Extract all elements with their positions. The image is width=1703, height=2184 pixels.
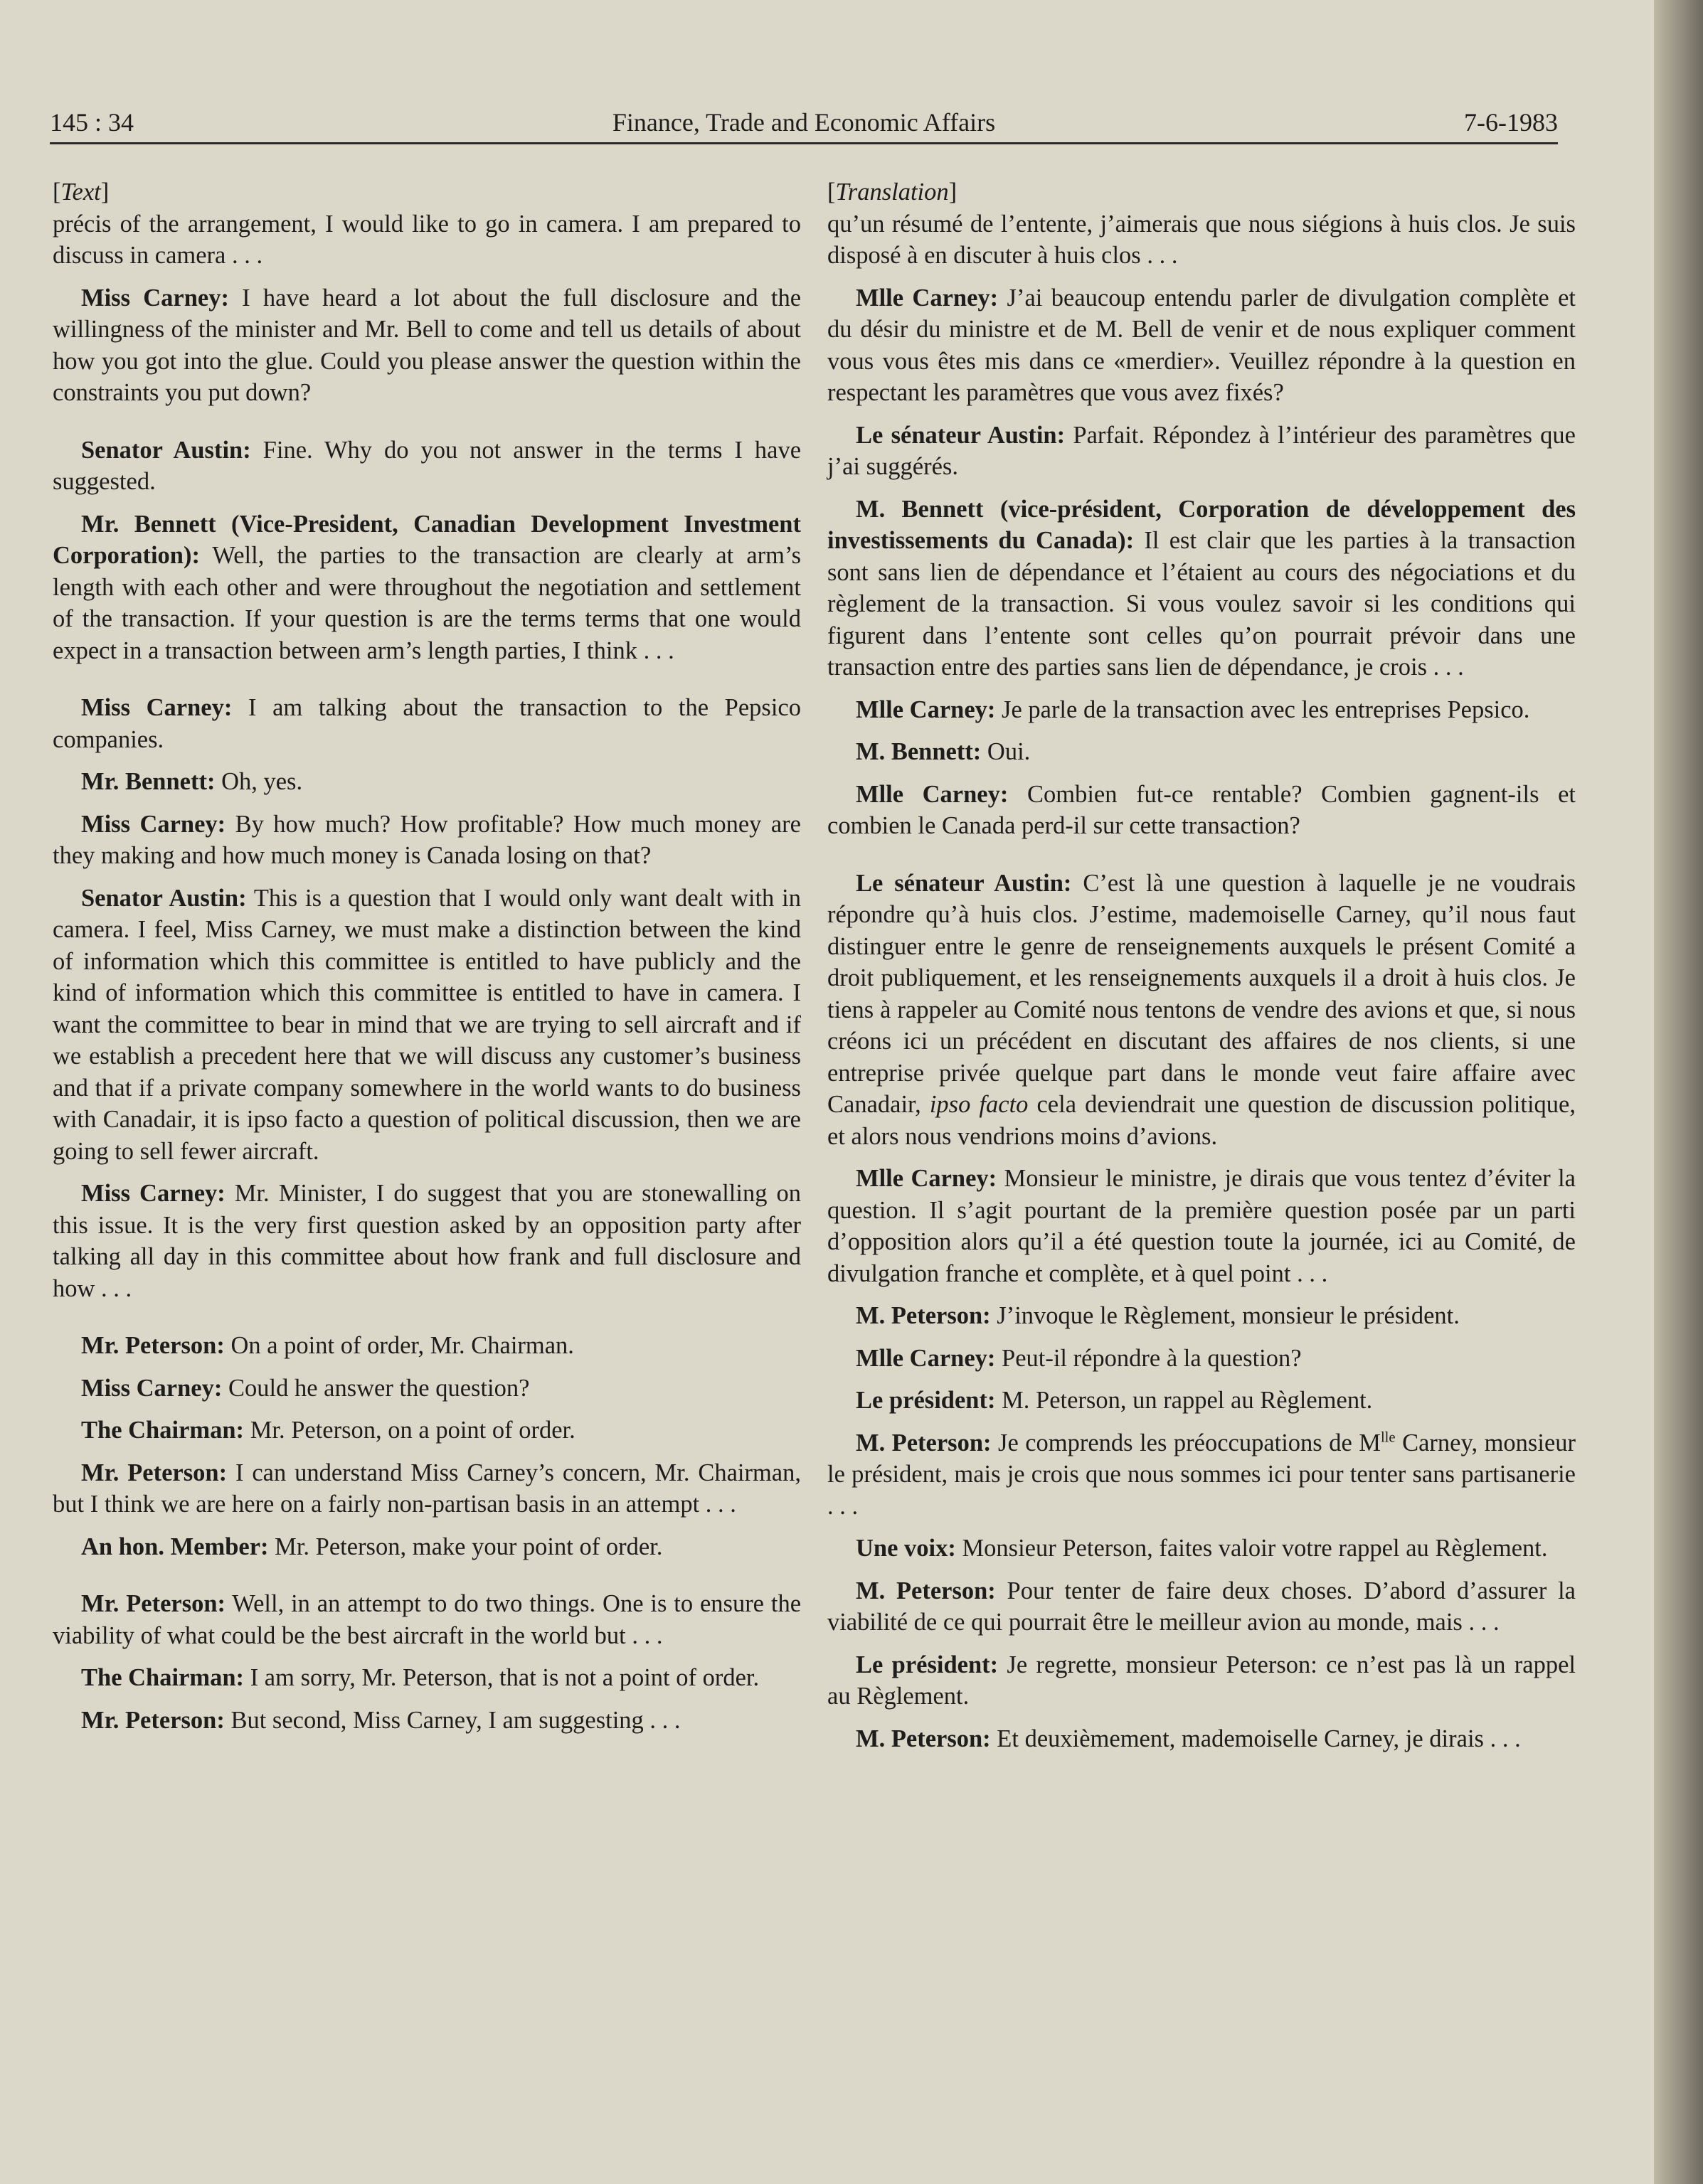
speaker-name: Mlle Carney: — [856, 696, 996, 723]
speaker-name: M. Peterson: — [856, 1302, 991, 1329]
speaker-name: Miss Carney: — [81, 284, 229, 311]
continuation-paragraph: qu’un résumé de l’entente, j’aimerais que nous siégions à huis clos. Je suis disposé à en discuter à huis clos . . . — [827, 210, 1576, 269]
speech-paragraph: Mlle Carney: J’ai beaucoup entendu parler de divulgation complète et du désir du ministre et de M. Bell de venir et de nous expliquer comment vous vous êtes mis dans ce «merdier». Veuillez répondre à la question en respectant les paramètres que vous avez fixés? — [827, 284, 1576, 406]
binding-gutter — [1654, 0, 1703, 2184]
speaker-name: Une voix: — [856, 1535, 956, 1562]
speech-paragraph: Le sénateur Austin: Parfait. Répondez à l’intérieur des paramètres que j’ai suggérés. — [827, 421, 1576, 480]
speaker-name: Le président: — [856, 1387, 996, 1414]
speaker-name: Senator Austin: — [81, 436, 251, 464]
publication-title: Finance, Trade and Economic Affairs — [612, 108, 996, 137]
speech-paragraph: Miss Carney: I have heard a lot about the full disclosure and the willingness of the minister and Mr. Bell to come and tell us details of about how you got into the glue. Could you please answer the question within the constraints you put down? — [53, 284, 802, 406]
speaker-name: M. Bennett (vice-président, Corporation de développement des investissements du Canada): — [827, 495, 1576, 554]
speech-paragraph: Une voix: Monsieur Peterson, faites valoir votre rappel au Règlement. — [856, 1535, 1548, 1562]
speech-paragraph: M. Bennett (vice-président, Corporation de développement des investissements du Canada): Il est clair que les parties à la transaction sont sans lien de dépendance et l’étaient au cours des négociations et du règlement de la transaction. Si vous voulez savoir si les conditions qui figurent dans l’entente sont celles qu’on pourrait prévoir dans une transaction entre des parties sans lien de dépendance, je crois . . . — [827, 495, 1576, 681]
section-tag-translation: [Translation] — [827, 179, 957, 206]
speaker-name: M. Peterson: — [856, 1577, 996, 1604]
speaker-name: Miss Carney: — [81, 810, 226, 838]
speech-paragraph: Mlle Carney: Monsieur le ministre, je dirais que vous tentez d’éviter la question. Il s’agit pourtant de la première question posée par un parti d’opposition alors qu’il a été question toute la journée, ici au Comité, de divulgation franche et complète, et à quel point . . . — [827, 1165, 1576, 1287]
continuation-paragraph: précis of the arrangement, I would like to go in camera. I am prepared to discuss in camera . . . — [53, 210, 801, 269]
speaker-name: Mr. Bennett: — [81, 768, 216, 795]
speaker-name: Mr. Peterson: — [81, 1590, 226, 1617]
speech-paragraph: Miss Carney: By how much? How profitable? How much money are they making and how much money is Canada losing on that? — [53, 810, 801, 869]
speech-paragraph: Senator Austin: This is a question that I would only want dealt with in camera. I feel, Miss Carney, we must make a distinction between the kind of information which this committee is entitled to have publicly and the kind of information which this committee is entitled to have in camera. I want the committee to bear in mind that we are trying to sell aircraft and if we establish a precedent here that we will discuss any customer’s business and that if a private company somewhere in the world wants to do business with Canadair, it is ipso facto a question of political discussion, then we are going to sell fewer aircraft. — [53, 884, 801, 1165]
speech-paragraph: Mlle Carney: Combien fut-ce rentable? Combien gagnent-ils et combien le Canada perd-il sur cette transaction? — [827, 780, 1576, 839]
speech-paragraph: Mr. Bennett (Vice-President, Canadian Development Investment Corporation): Well, the parties to the transaction are clearly at arm’s length with each other and were throughout the negotiation and settlement of the transaction. If your question is are the terms terms that one would expect in a transaction between arm’s length parties, I think . . . — [53, 510, 801, 664]
speaker-name: Mlle Carney: — [856, 780, 1009, 808]
section-tag-text: [Text] — [53, 179, 110, 206]
speaker-name: M. Peterson: — [856, 1725, 991, 1752]
running-header — [50, 104, 1558, 141]
speech-paragraph: M. Peterson: Et deuxièmement, mademoiselle Carney, je dirais . . . — [856, 1725, 1521, 1752]
speech-paragraph: Miss Carney: Mr. Minister, I do suggest that you are stonewalling on this issue. It is the very first question asked by an opposition party after talking all day in this committee about how frank and full disclosure and how . . . — [53, 1180, 801, 1302]
speaker-name: M. Peterson: — [856, 1429, 992, 1456]
speaker-name: Miss Carney: — [81, 1180, 226, 1207]
speech-paragraph: Le sénateur Austin: C’est là une question à laquelle je ne voudrais répondre qu’à huis clos. J’estime, mademoiselle Carney, qu’il nous faut distinguer entre le genre de renseignements auxquels le présent Comité a droit publiquement, et les renseignements auxquels il a droit à huis clos. Je tiens à rappeler au Comité nous tentons de vendre des avions et que, si nous créons ici un précédent en discutant des affaires de nos clients, si une entreprise privée quelque part dans le monde veut faire affaire avec Canadair, ipso facto cela deviendrait une question de discussion politique, et alors nous vendrions moins d’avions. — [827, 869, 1576, 1150]
speaker-name: Mlle Carney: — [856, 1344, 996, 1372]
speaker-name: Mr. Peterson: — [81, 1459, 228, 1486]
speech-paragraph: Mlle Carney: Peut-il répondre à la question? — [856, 1344, 1302, 1372]
speech-paragraph: Mlle Carney: Je parle de la transaction avec les entreprises Pepsico. — [856, 696, 1530, 723]
speaker-name: The Chairman: — [81, 1417, 245, 1444]
session-date: 7-6-1983 — [1464, 108, 1558, 137]
speech-paragraph: M. Bennett: Oui. — [856, 738, 1031, 765]
speech-paragraph: M. Peterson: J’invoque le Règlement, monsieur le président. — [856, 1302, 1460, 1329]
speech-paragraph: Miss Carney: Could he answer the question? — [81, 1374, 530, 1402]
speech-paragraph: An hon. Member: Mr. Peterson, make your point of order. — [81, 1533, 663, 1560]
speaker-name: Le président: — [856, 1651, 999, 1678]
speaker-name: Le sénateur Austin: — [856, 421, 1066, 449]
header-rule — [50, 142, 1558, 144]
speaker-name: Mlle Carney: — [856, 1165, 997, 1192]
speech-paragraph: Le président: M. Peterson, un rappel au Règlement. — [856, 1387, 1373, 1414]
speech-paragraph: M. Peterson: Pour tenter de faire deux choses. D’abord d’assurer la viabilité de ce qui pourrait être le meilleur avion au monde, mais . . . — [827, 1577, 1576, 1636]
speech-paragraph: The Chairman: I am sorry, Mr. Peterson, that is not a point of order. — [81, 1664, 760, 1691]
speech-paragraph: The Chairman: Mr. Peterson, on a point of order. — [81, 1417, 575, 1444]
speaker-name: Mlle Carney: — [856, 284, 999, 311]
speaker-name: Miss Carney: — [81, 1374, 223, 1402]
speaker-name: Senator Austin: — [81, 884, 247, 912]
page-reference: 145 : 34 — [50, 108, 134, 137]
french-column — [827, 176, 1576, 1765]
speaker-name: Mr. Bennett (Vice-President, Canadian Development Investment Corporation): — [53, 510, 801, 569]
speech-paragraph: Senator Austin: Fine. Why do you not answer in the terms I have suggested. — [53, 436, 802, 495]
speaker-name: An hon. Member: — [81, 1533, 269, 1560]
speech-paragraph: Miss Carney: I am talking about the transaction to the Pepsico companies. — [53, 694, 801, 753]
speech-paragraph: Mr. Bennett: Oh, yes. — [81, 768, 303, 795]
speaker-name: Le sénateur Austin: — [856, 869, 1072, 897]
speech-paragraph: Mr. Peterson: Well, in an attempt to do two things. One is to ensure the viability of what could be the best aircraft in the world but . . . — [53, 1590, 802, 1649]
speaker-name: Miss Carney: — [81, 694, 233, 721]
speech-paragraph: Mr. Peterson: On a point of order, Mr. Chairman. — [81, 1332, 574, 1359]
speaker-name: Mr. Peterson: — [81, 1706, 225, 1734]
speaker-name: M. Bennett: — [856, 738, 982, 765]
speech-paragraph: M. Peterson: Je comprends les préoccupations de $M^{lle}$ Carney, monsieur le président, mais je crois que nous sommes ici pour tenter sans partisanerie . . . — [827, 1429, 1576, 1520]
speech-paragraph: Le président: Je regrette, monsieur Peterson: ce n’est pas là un rappel au Règlement. — [827, 1651, 1576, 1710]
english-column — [53, 176, 801, 1747]
speaker-name: The Chairman: — [81, 1664, 245, 1691]
speech-paragraph: Mr. Peterson: But second, Miss Carney, I am suggesting . . . — [81, 1706, 681, 1734]
speaker-name: Mr. Peterson: — [81, 1332, 225, 1359]
speech-paragraph: Mr. Peterson: I can understand Miss Carney’s concern, Mr. Chairman, but I think we are here on a fairly non-partisan basis in an attempt . . . — [53, 1459, 801, 1518]
